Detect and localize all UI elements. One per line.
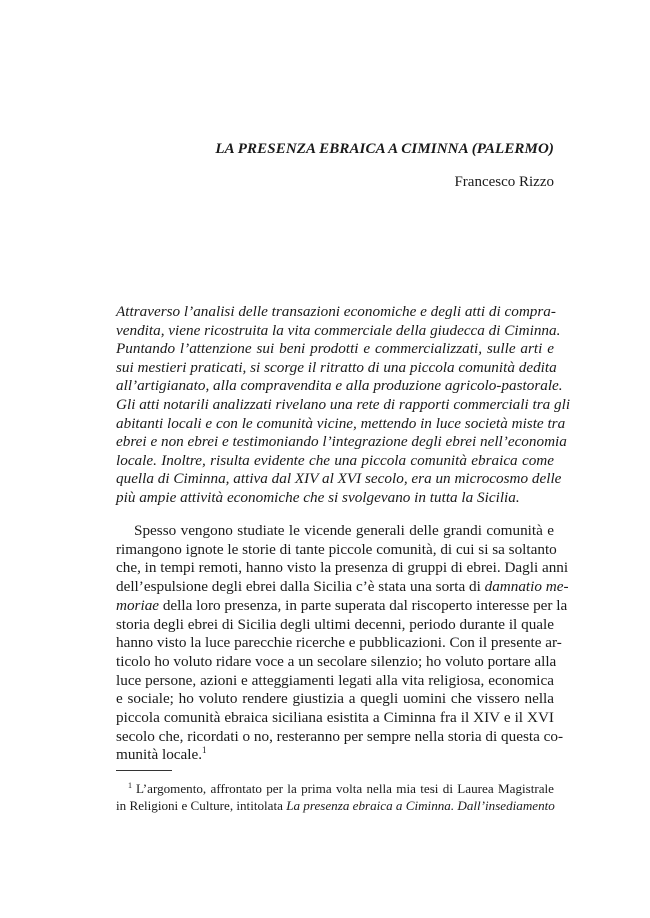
abstract-line: più ampie attività economiche che si svolgevano in tutta la Sicilia. <box>116 488 520 506</box>
latin-phrase: moriae <box>116 596 160 614</box>
body-line: secolo che, ricordati o no, resteranno per sempre nella storia di questa co- <box>116 727 564 745</box>
footnote-reference[interactable]: 1 <box>202 745 207 756</box>
body-line: piccola comunità ebraica siciliana esistita a Ciminna fra il XIV e il XVI <box>116 709 554 727</box>
body-line: hanno visto la luce parecchie ricerche e pubblicazioni. Con il presente ar- <box>116 634 562 652</box>
footnote-text-run: in Religioni e Culture, intitolata <box>116 798 287 813</box>
body-paragraph <box>116 522 569 765</box>
body-line: Spesso vengono studiate le vicende generali delle grandi comunità e <box>134 522 554 539</box>
footnote-line <box>116 780 554 797</box>
footnote-mark: 1 <box>128 780 132 790</box>
abstract-line: Gli atti notarili analizzati rivelano una rete di rapporti commerciali tra gli <box>116 395 571 413</box>
footnote <box>116 780 554 814</box>
body-line: storia degli ebrei di Sicilia degli ultimi decenni, periodo durante il quale <box>116 615 554 633</box>
abstract-line: Attraverso l’analisi delle transazioni economiche e degli atti di compra- <box>116 303 556 320</box>
thesis-title: La presenza ebraica a Ciminna. Dall’insediamento <box>286 798 555 813</box>
body-line <box>116 596 568 616</box>
abstract-line: vendita, viene ricostruita la vita commerciale della giudecca di Ciminna. <box>116 321 561 339</box>
abstract-line: Puntando l’attenzione sui beni prodotti e commercializzati, sulle arti e <box>116 340 554 358</box>
abstract-line: quella di Ciminna, attiva dal XIV al XVI secolo, era un microcosmo delle <box>116 470 562 488</box>
body-line: ticolo ho voluto ridare voce a un secolare silenzio; ho voluto portare alla <box>116 652 557 670</box>
latin-phrase: damnatio me- <box>484 578 569 596</box>
author-name: Francesco Rizzo <box>454 174 554 190</box>
abstract-line: locale. Inoltre, risulta evidente che una piccola comunità ebraica come <box>116 451 554 469</box>
body-text-run: dell’espulsione degli ebrei dalla Sicilia c’è stata una sorta di <box>116 578 485 596</box>
body-line <box>116 746 554 765</box>
body-line: che, in tempi remoti, hanno visto la presenza di gruppi di ebrei. Dagli anni <box>116 559 569 577</box>
body-line: rimangono ignote le storie di tante piccole comunità, di cui si sa soltanto <box>116 540 557 558</box>
footnote-divider <box>116 770 172 771</box>
footnote-line <box>116 797 554 814</box>
abstract-line: abitanti locali e con le comunità vicine, mettendo in luce società miste tra <box>116 414 566 432</box>
body-line: e sociale; ho voluto rendere giustizia a quegli uomini che vissero nella <box>116 690 554 708</box>
body-line: luce persone, azioni e atteggiamenti legati alla vita religiosa, economica <box>116 671 554 689</box>
abstract-line: sui mestieri praticati, si scorge il ritratto di una piccola comunità dedita <box>116 358 557 376</box>
body-text-run: munità locale. <box>116 746 203 764</box>
abstract-line: all’artigianato, alla compravendita e alla produzione agricolo-pastorale. <box>116 377 563 395</box>
abstract <box>116 303 571 508</box>
abstract-line: ebrei e non ebrei e testimoniando l’integrazione degli ebrei nell’economia <box>116 433 567 451</box>
body-line <box>116 578 569 597</box>
footnote-text-run: L’argomento, affrontato per la prima volta nella mia tesi di Laurea Magistrale <box>136 781 554 796</box>
body-text-run: della loro presenza, in parte superata dal riscoperto interesse per la <box>159 596 568 614</box>
article-title: LA PRESENZA EBRAICA A CIMINNA (PALERMO) <box>215 141 554 157</box>
